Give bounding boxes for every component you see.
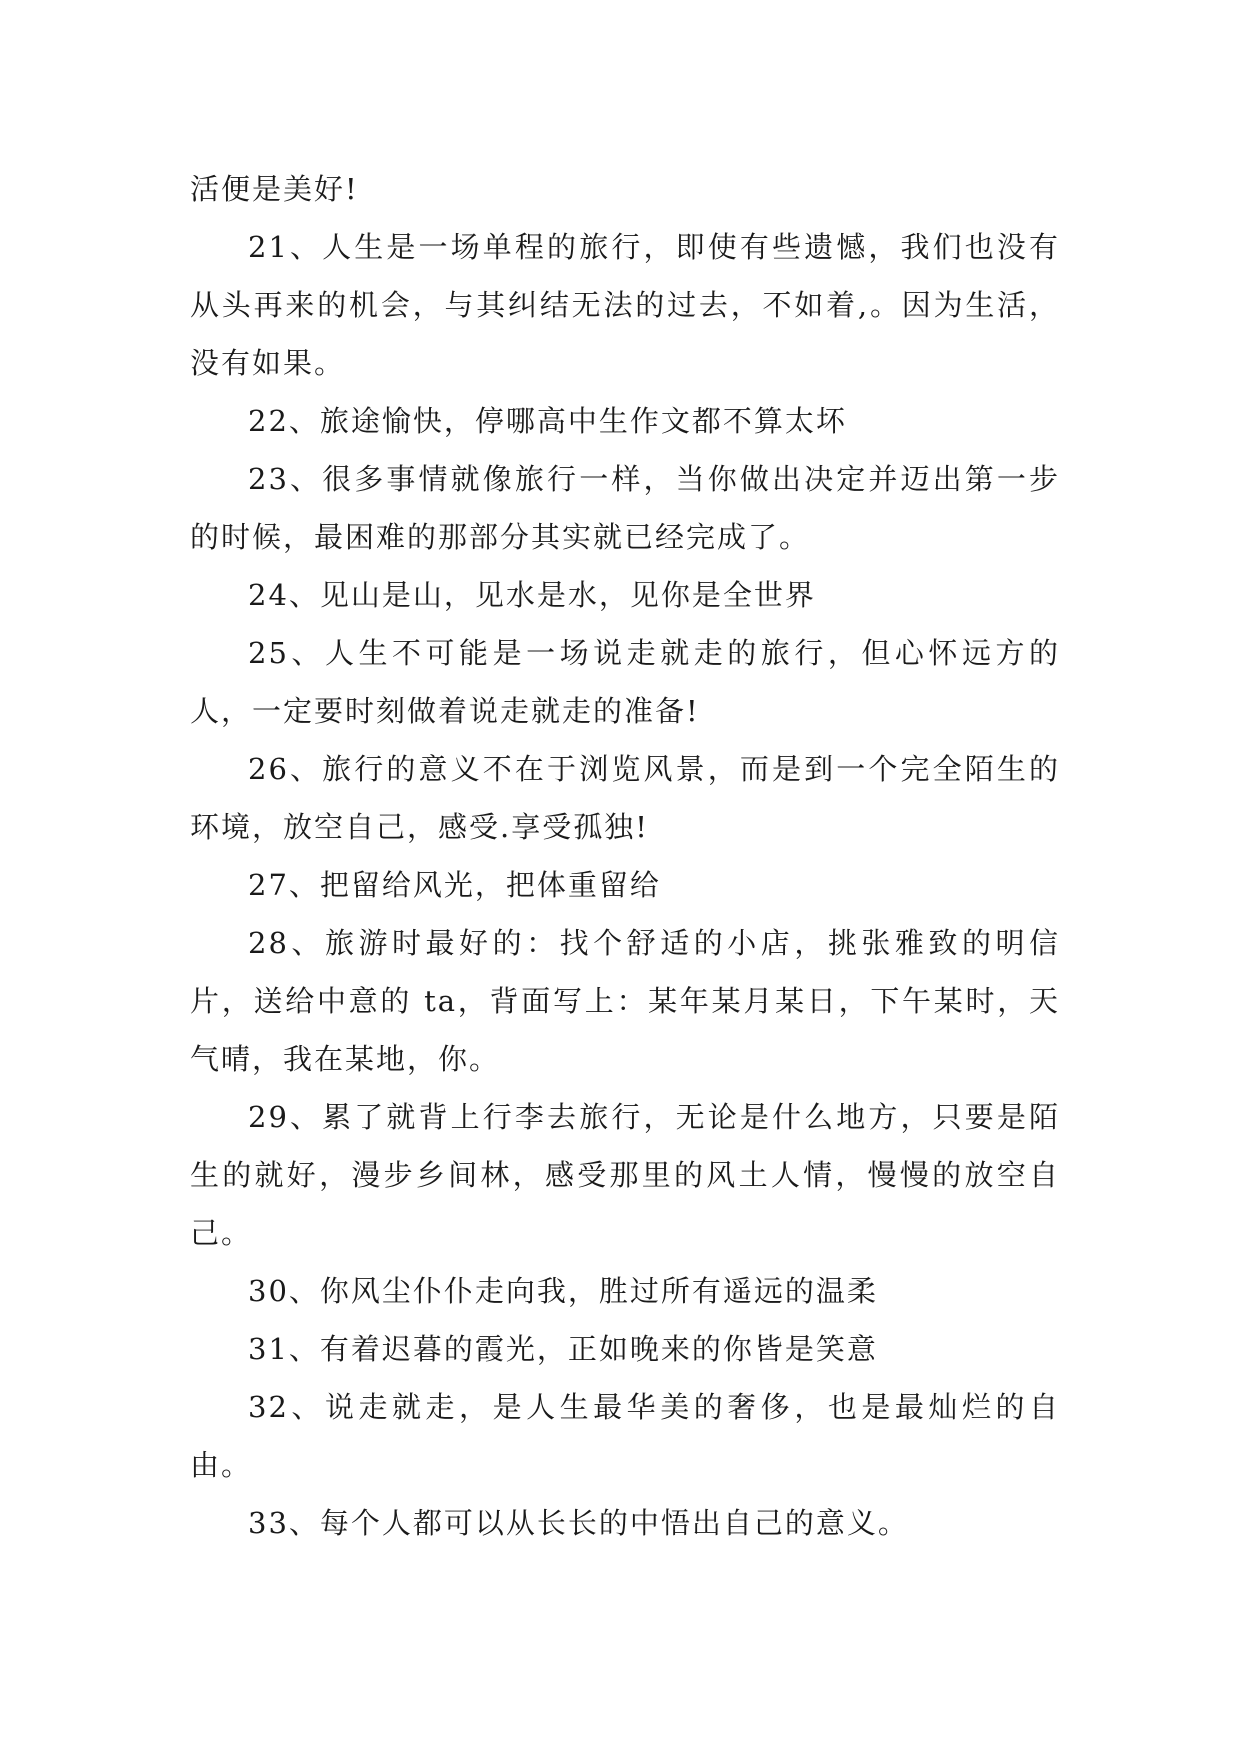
paragraph-28: 28、旅游时最好的：找个舒适的小店，挑张雅致的明信片，送给中意的 ta，背面写上：某年某月某日，下午某时，天气晴，我在某地，你。 xyxy=(190,926,1060,1076)
paragraph-33: 33、每个人都可以从长长的中悟出自己的意义。 xyxy=(248,1506,909,1540)
paragraph-23: 23、很多事情就像旅行一样，当你做出决定并迈出第一步的时候，最困难的那部分其实就已经完成了。 xyxy=(190,462,1060,554)
paragraph-27: 27、把留给风光，把体重留给 xyxy=(248,868,661,902)
document-body xyxy=(190,160,1060,1552)
paragraph-30: 30、你风尘仆仆走向我，胜过所有遥远的温柔 xyxy=(248,1274,878,1308)
paragraph-26: 26、旅行的意义不在于浏览风景，而是到一个完全陌生的环境，放空自己，感受.享受孤独! xyxy=(190,752,1060,844)
paragraph-25: 25、人生不可能是一场说走就走的旅行，但心怀远方的人，一定要时刻做着说走就走的准备! xyxy=(190,636,1060,728)
paragraph-32: 32、说走就走，是人生最华美的奢侈，也是最灿烂的自由。 xyxy=(190,1390,1060,1482)
paragraph-continuation: 活便是美好! xyxy=(190,172,359,206)
paragraph-29: 29、累了就背上行李去旅行，无论是什么地方，只要是陌生的就好，漫步乡间林，感受那里的风土人情，慢慢的放空自己。 xyxy=(190,1100,1060,1250)
paragraph-21: 21、人生是一场单程的旅行，即使有些遗憾，我们也没有从头再来的机会，与其纠结无法的过去，不如着,。因为生活，没有如果。 xyxy=(190,230,1060,380)
paragraph-31: 31、有着迟暮的霞光，正如晚来的你皆是笑意 xyxy=(248,1332,878,1366)
paragraph-22: 22、旅途愉快，停哪高中生作文都不算太坏 xyxy=(248,404,847,438)
paragraph-24: 24、见山是山，见水是水，见你是全世界 xyxy=(248,578,816,612)
